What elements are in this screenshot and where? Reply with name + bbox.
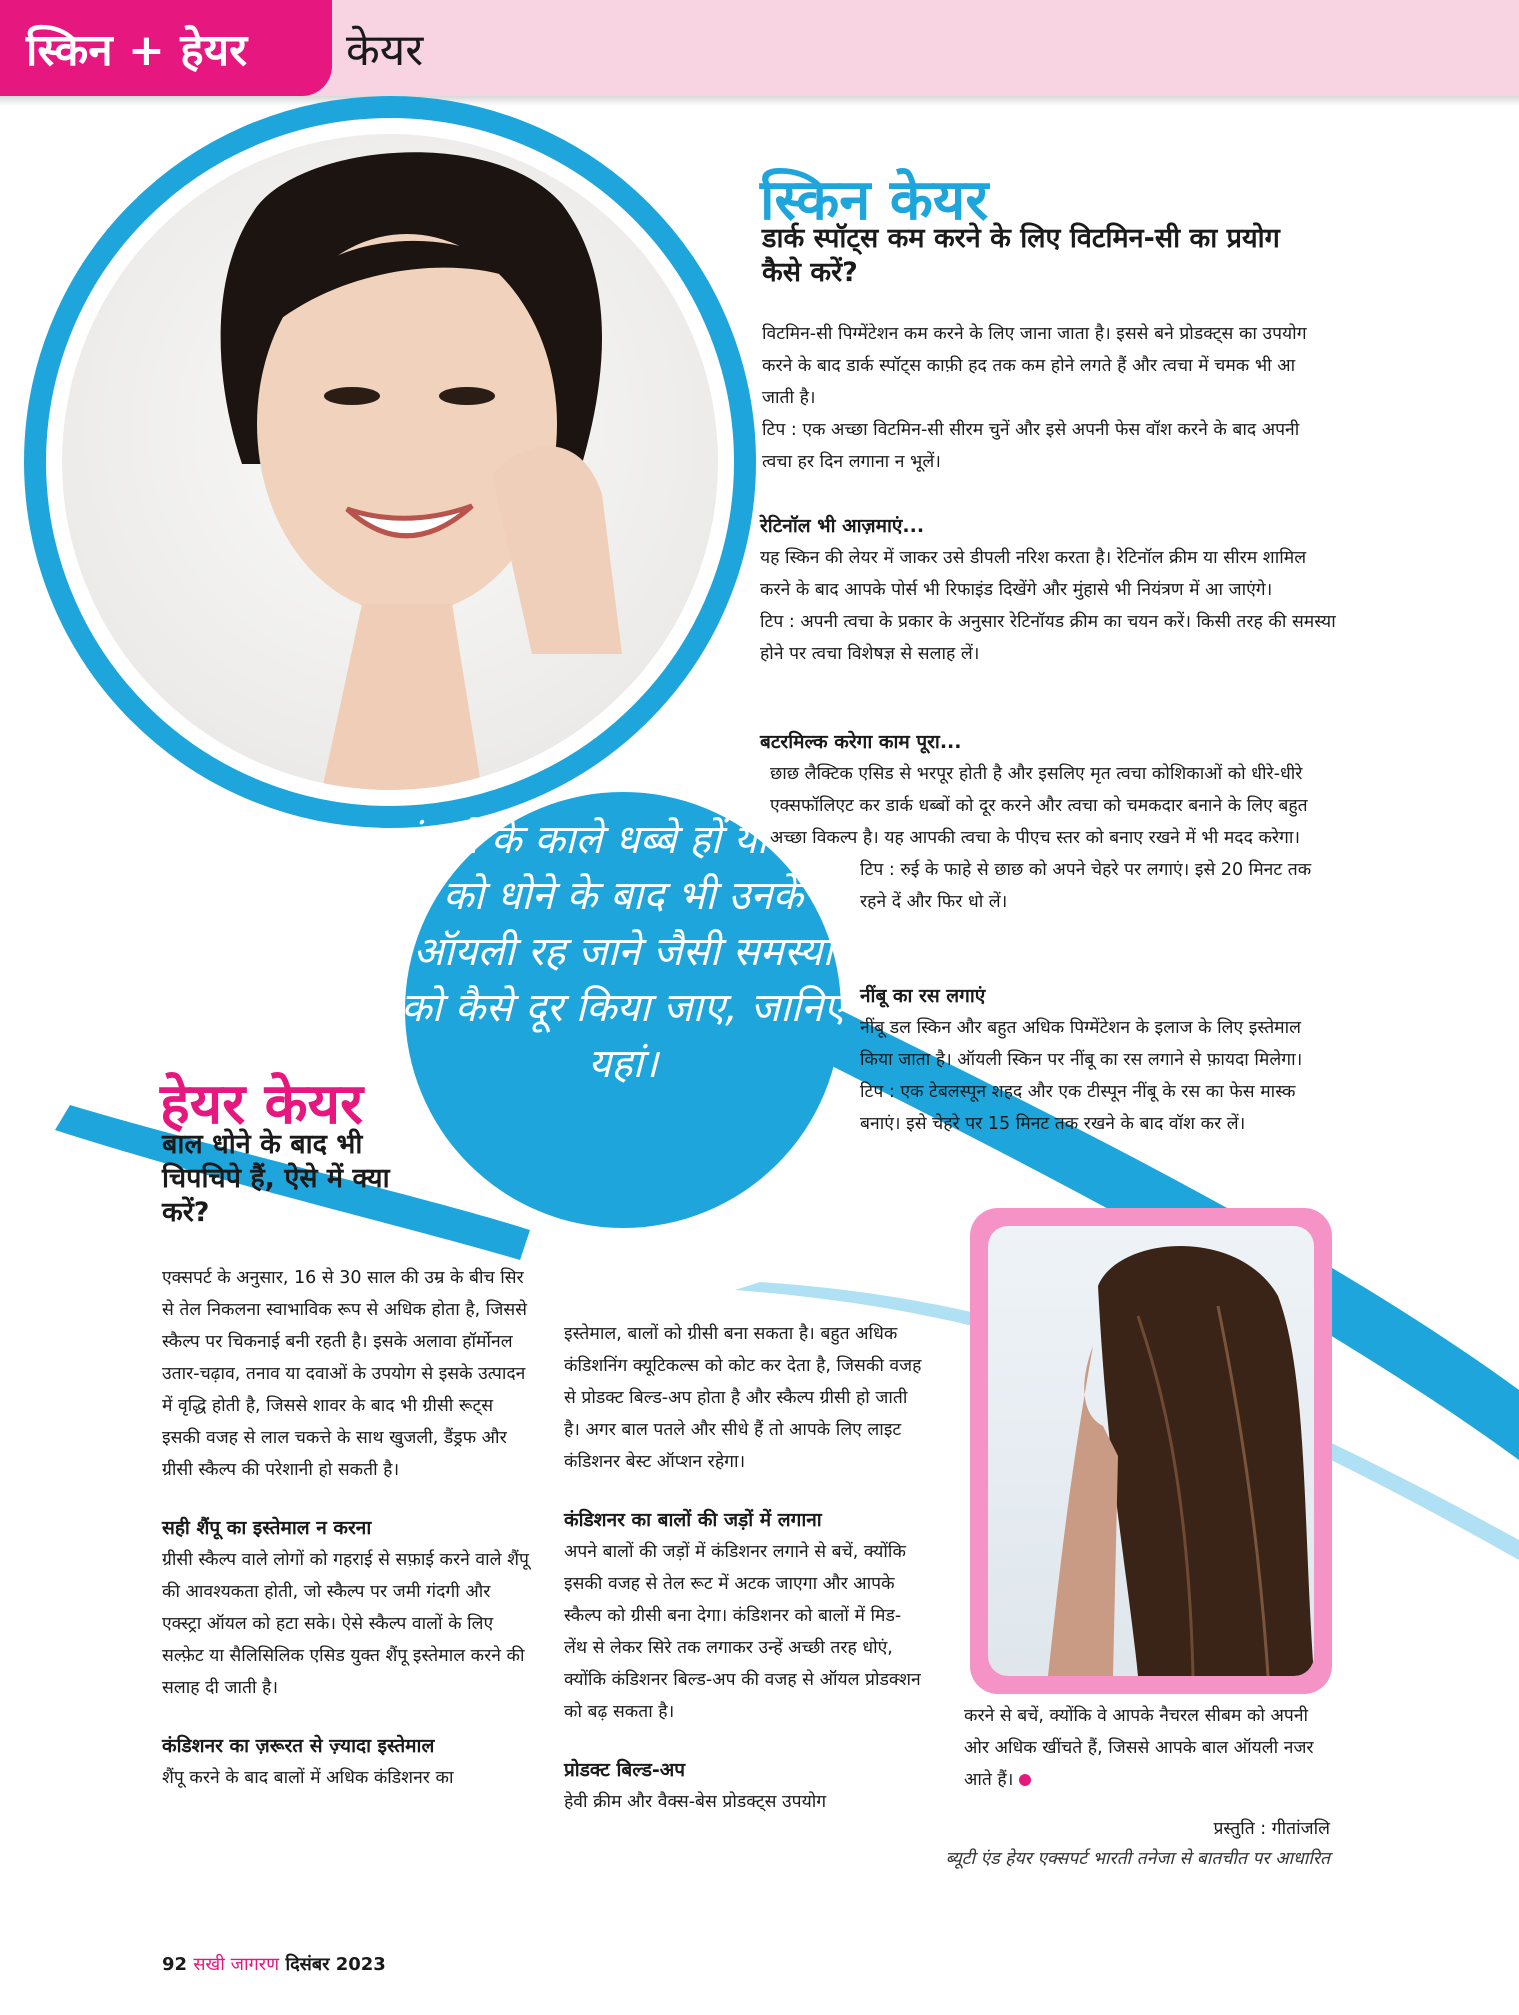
buttermilk-tip: टिप : रुई के फाहे से छाछ को अपने चेहरे पर लगाएं। इसे 20 मिनट तक रहने दें और फिर धो लें। [860,860,1312,912]
col3-text: करने से बचें, क्योंकि वे आपके नैचरल सीबम को अपनी ओर अधिक खींचते हैं, जिससे आपके बाल ऑयली नजर आते हैं। [964,1706,1314,1790]
credit-block [930,1814,1330,1874]
lemon-tip: टिप : एक टेबलस्पून शहद और एक टीस्पून नींबू के रस का फेस मास्क बनाएं। इसे चेहरे पर 15 मिनट तक रखने के बाद वॉश कर लें। [860,1082,1296,1134]
lemon-text: नींबू डल स्किन और बहुत अधिक पिग्मेंटेशन के इलाज के लिए इस्तेमाल किया जाता है। ऑयली स्किन पर नींबू का रस लगाने से फ़ायदा मिलेगा। [860,1018,1303,1070]
hair-column-3 [964,1700,1334,1796]
roots-heading: कंडिशनर का बालों की जड़ों में लगाना [564,1509,822,1531]
skin-intro-block [762,318,1332,478]
lemon-block [860,980,1320,1140]
hair-care-subtitle: बाल धोने के बाद भी चिपचिपे हैं, ऐसे में क्या करें? [162,1129,390,1228]
end-mark-icon [1019,1774,1031,1786]
shampoo-heading: सही शैंपू का इस्तेमाल न करना [162,1517,372,1539]
section-subtitle: केयर [346,25,424,76]
buildup-text: हेवी क्रीम और वैक्स-बेस प्रोडक्ट्स उपयोग [564,1792,827,1812]
credit-note: ब्यूटी एंड हेयर एक्सपर्ट भारती तनेजा से बातचीत पर आधारित [945,1849,1330,1869]
roots-text: अपने बालों की जड़ों में कंडिशनर लगाने से बचें, क्योंकि इसकी वजह से तेल रूट में अटक जाएगा और आपके स्कैल्प को ग्रीसी बना देगा। कंडिशनर को बालों में मिड-लेंथ से लेकर सिरे तक लगाकर उन्हें अच्छी तरह धोएं, क्योंकि कंडिशनर बिल्ड-अप की वजह से ऑयल प्रोडक्शन को बढ़ सकता है। [564,1542,921,1722]
col2-text: इस्तेमाल, बालों को ग्रीसी बना सकता है। बहुत अधिक कंडिशनिंग क्यूटिकल्स को कोट कर देता है, जिसकी वजह से प्रोडक्ट बिल्ड-अप होता है और स्कैल्प ग्रीसी हो जाती है। अगर बाल पतले और सीधे हैं तो आपके लिए लाइट कंडिशनर बेस्ट ऑप्शन रहेगा। [564,1324,922,1472]
retinol-tip: टिप : अपनी त्वचा के प्रकार के अनुसार रेटिनॉयड क्रीम का चयन करें। किसी तरह की समस्या होने पर त्वचा विशेषज्ञ से सलाह लें। [760,612,1336,664]
hair-column-1 [162,1262,532,1794]
retinol-text: यह स्किन की लेयर में जाकर उसे डीपली नरिश करता है। रेटिनॉल क्रीम या सीरम शामिल करने के बाद आपके पोर्स भी रिफाइंड दिखेंगे और मुंहासे भी नियंत्रण में आ जाएंगे। [760,548,1307,600]
hair-column-2 [564,1318,924,1818]
lemon-heading: नींबू का रस लगाएं [860,985,986,1007]
retinol-heading: रेटिनॉल भी आज़माएं... [760,515,925,537]
shampoo-text: ग्रीसी स्कैल्प वाले लोगों को गहराई से सफ़ाई करने वाले शैंपू की आवश्यकता होती, जो स्कैल्प पर जमी गंदगी और एक्स्ट्रा ऑयल को हटा सके। ऐसे स्कैल्प वालों के लिए सल्फ़ेट या सैलिसिलिक एसिड युक्त शैंपू इस्तेमाल करने की सलाह दी जाती है। [162,1550,529,1698]
skin-care-title: स्किन केयर [760,168,989,233]
credit-author: प्रस्तुति : गीतांजलि [1213,1819,1330,1839]
hair-intro: एक्सपर्ट के अनुसार, 16 से 30 साल की उम्र के बीच सिर से तेल निकलना स्वाभाविक रूप से अधिक होता है, जिससे स्कैल्प पर चिकनाई बनी रहती है। इसके अलावा हॉर्मोनल उतार-चढ़ाव, तनाव या दवाओं के उपयोग से इसके उत्पादन में वृद्धि होती है, जिससे शावर के बाद भी ग्रीसी रूट्स इसकी वजह से लाल चकत्ते के साथ खुजली, डैंड्रफ और ग्रीसी स्कैल्प की परेशानी हो सकती है। [162,1268,527,1480]
long-hair-photo [988,1226,1314,1676]
face-illustration [62,134,718,790]
page-footer [162,1952,386,1976]
col3-paragraph [964,1700,1334,1796]
skin-care-subtitle: डार्क स्पॉट्स कम करने के लिए विटमिन-सी का प्रयोग कैसे करें? [762,223,1280,288]
retinol-block [760,510,1340,670]
conditioner-text: शैंपू करने के बाद बालों में अधिक कंडिशनर का [162,1768,454,1788]
magazine-name: सखी जागरण [193,1954,280,1975]
buildup-heading: प्रोडक्ट बिल्ड-अप [564,1759,686,1781]
issue-date: दिसंबर 2023 [285,1954,386,1975]
page-number: 92 [162,1954,188,1975]
skin-intro: विटमिन-सी पिग्मेंटेशन कम करने के लिए जाना जाता है। इससे बने प्रोडक्ट्स का उपयोग करने के बाद डार्क स्पॉट्स काफ़ी हद तक कम होने लगते हैं और त्वचा में चमक भी आ जाती है। [762,324,1307,408]
buttermilk-heading: बटरमिल्क करेगा काम पूरा... [760,731,962,753]
hair-care-title: हेयर केयर [160,1072,364,1137]
hair-illustration [988,1226,1314,1676]
pull-quote: मुंहासे के काले धब्बे हों या बालों को धोने के बाद भी उनके ऑयली रह जाने जैसी समस्या को कैसे दूर किया जाए, जानिए यहां। [395,817,851,1087]
woman-face-photo [62,134,718,790]
skin-intro-tip: टिप : एक अच्छा विटमिन-सी सीरम चुनें और इसे अपनी फेस वॉश करने के बाद अपनी त्वचा हर दिन लगाना न भूलें। [762,420,1300,472]
buttermilk-block [760,726,1340,918]
buttermilk-text: छाछ लैक्टिक एसिड से भरपूर होती है और इसलिए मृत त्वचा कोशिकाओं को धीरे-धीरे एक्सफॉलिएट कर डार्क धब्बों को दूर करने और त्वचा को चमकदार बनाने के लिए बहुत अच्छा विकल्प है। यह आपकी त्वचा के पीएच स्तर को बनाए रखने में भी मदद करेगा। [770,764,1308,848]
section-title: स्किन + हेयर [26,25,248,76]
conditioner-heading: कंडिशनर का ज़रूरत से ज़्यादा इस्तेमाल [162,1735,435,1757]
